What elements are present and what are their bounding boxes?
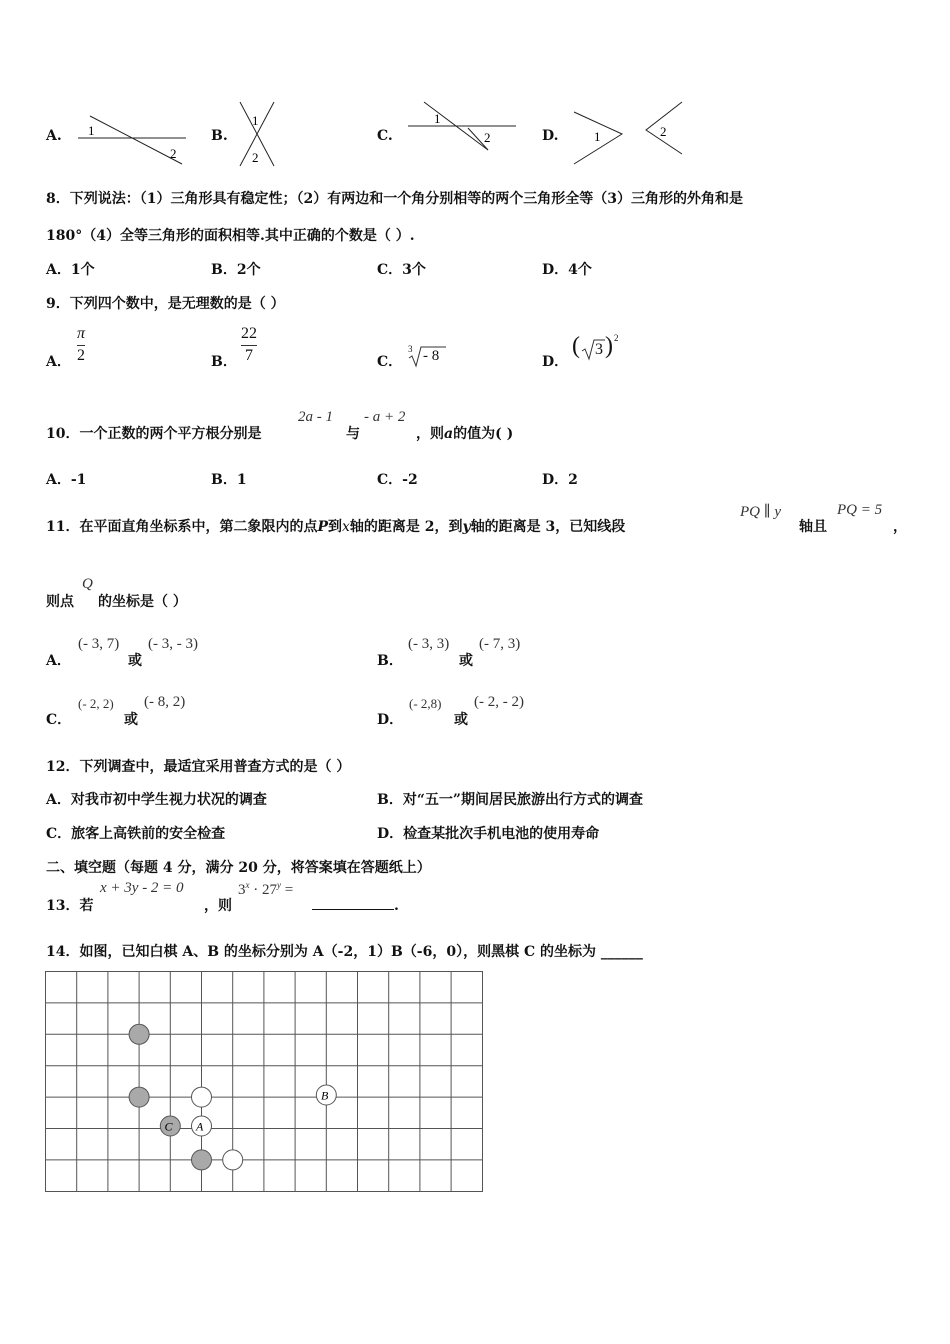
q11-point-q: Q <box>82 576 93 592</box>
white-piece <box>223 1150 243 1170</box>
q13-equation: x + 3y - 2 = 0 <box>100 880 184 896</box>
q12-option-c: C．旅客上高铁前的安全检查 <box>46 826 226 842</box>
q11-stem-line2-pre: 则点 <box>46 594 74 610</box>
q7-d-angle-1: 1 <box>594 129 601 144</box>
q8-option-d: D．4个 <box>542 262 592 278</box>
black-piece <box>129 1087 149 1107</box>
q14-go-board <box>44 970 486 1194</box>
q8-option-c: C．3个 <box>377 262 426 278</box>
q9-d-radicand: 3 <box>595 341 603 358</box>
q9-c-index: 3 <box>408 344 413 354</box>
q9-option-b-fraction <box>241 326 257 365</box>
q11-math-length: PQ = 5 <box>837 502 883 518</box>
q11-text-axis: 轴且 <box>799 519 827 535</box>
q11-comma: ， <box>893 519 907 535</box>
section-title: 二、填空题（每题 4 分，满分 20 分，将答案填在答题纸上） <box>46 860 431 876</box>
q9-option-d-power: ( 3 ) 2 <box>572 333 619 359</box>
piece-label-a: A <box>196 1119 204 1134</box>
q10-expr1: 2a - 1 <box>298 409 333 425</box>
q12-option-d: D．检查某批次手机电池的使用寿命 <box>377 826 600 842</box>
q7-a-angle-2: 2 <box>170 146 177 161</box>
go-board-grid <box>46 972 483 1192</box>
q9-option-d-letter: D． <box>542 354 569 370</box>
q13-prefix: 13．若 <box>46 898 94 914</box>
q12-option-b: B．对“五一”期间居民旅游出行方式的调查 <box>377 792 643 808</box>
q9-a-numerator: π <box>77 325 86 342</box>
q9-option-c-letter: C． <box>377 354 403 370</box>
q8-stem-line1: 8．下列说法：（1）三角形具有稳定性；（2）有两边和一个角分别相等的两个三角形全等（3）三角形的外角和是 <box>46 191 743 207</box>
q9-a-denominator: 2 <box>77 346 85 364</box>
q9-c-radicand: - 8 <box>423 348 440 364</box>
q7-option-a-letter: A. <box>46 128 62 144</box>
q7-figure-c <box>404 98 520 152</box>
q13-expression: $3^x \cdot 27^y$ = <box>238 880 294 898</box>
black-piece <box>192 1150 212 1170</box>
q10-suffix: ，则a的值为( ) <box>416 426 514 442</box>
q10-expr2: - a + 2 <box>364 409 406 425</box>
q7-figure-a <box>74 108 190 166</box>
q10-option-d: D．2 <box>542 472 578 488</box>
q10-mid: 与 <box>346 426 360 442</box>
q10-option-c: C．-2 <box>377 472 418 488</box>
q7-c-angle-2: 2 <box>484 130 491 145</box>
white-piece <box>192 1087 212 1107</box>
q13-mid: ，则 <box>204 898 232 914</box>
q9-stem: 9．下列四个数中，是无理数的是（ ） <box>46 296 285 312</box>
q10-option-a: A．-1 <box>46 472 87 488</box>
q10-option-b: B．1 <box>211 472 247 488</box>
q12-stem: 12．下列调查中，最适宜采用普查方式的是（ ） <box>46 759 351 775</box>
q7-figure-d <box>570 100 688 168</box>
q14-stem: 14．如图，已知白棋 A、B 的坐标分别为 A（-2，1）B（-6，0），则黑棋 C 的坐标为 ______ <box>46 944 643 960</box>
q11-stem-line1: 11．在平面直角坐标系中，第二象限内的点P到x轴的距离是 2，到y轴的距离是 3，已知线段 <box>46 519 626 535</box>
q9-d-exponent: 2 <box>614 333 619 343</box>
piece-label-b: B <box>321 1088 329 1103</box>
q11-math-parallel: PQ ∥ y <box>740 504 782 520</box>
q9-b-numerator: 22 <box>241 325 257 342</box>
q7-option-d-letter: D. <box>542 128 559 144</box>
q8-option-b: B．2个 <box>211 262 261 278</box>
q7-d-angle-2: 2 <box>660 124 667 139</box>
q10-prefix: 10．一个正数的两个平方根分别是 <box>46 426 262 442</box>
q7-option-b-letter: B. <box>211 128 228 144</box>
q8-stem-line2: 180°（4）全等三角形的面积相等.其中正确的个数是（ ）. <box>46 228 415 244</box>
q9-option-a-fraction <box>77 326 85 365</box>
q13-answer-blank[interactable]: . <box>312 895 399 914</box>
q9-option-a-letter: A． <box>46 354 71 370</box>
q8-option-a: A．1个 <box>46 262 95 278</box>
q11-stem-line2-post: 的坐标是（ ） <box>98 594 187 610</box>
q7-a-angle-1: 1 <box>88 123 95 138</box>
piece-label-c: C <box>164 1119 173 1134</box>
black-piece <box>129 1024 149 1044</box>
q7-figure-b <box>234 100 282 168</box>
q7-b-angle-1: 1 <box>252 113 259 128</box>
q9-option-b-letter: B． <box>211 354 237 370</box>
q9-b-denominator: 7 <box>245 346 253 364</box>
q7-c-angle-1: 1 <box>434 111 441 126</box>
q7-option-c-letter: C. <box>377 128 393 144</box>
q7-b-angle-2: 2 <box>252 150 259 165</box>
q12-option-a: A．对我市初中学生视力状况的调查 <box>46 792 267 808</box>
